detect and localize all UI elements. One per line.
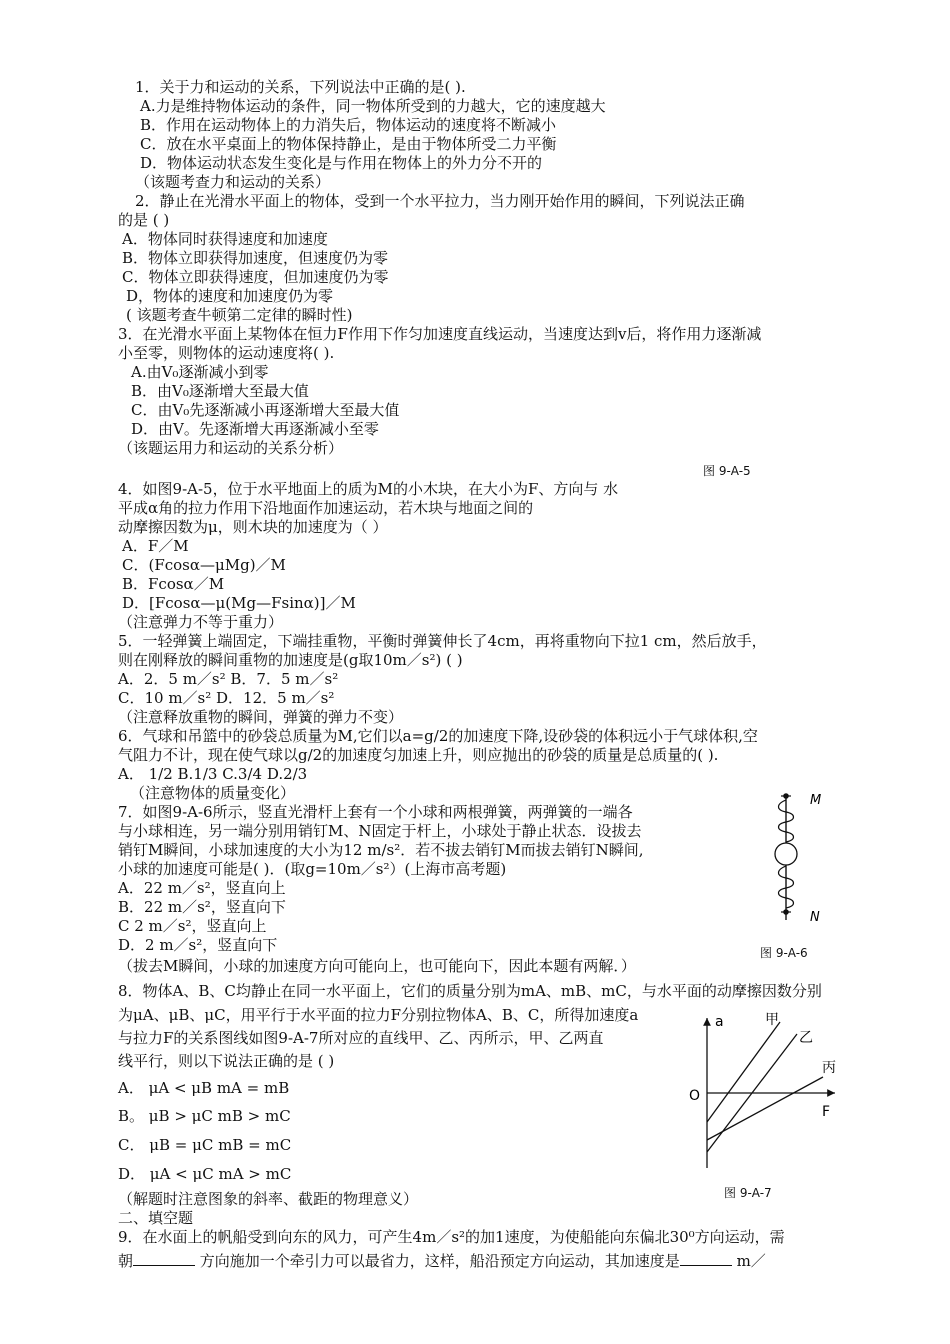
q8-stem-line1: 8．物体A、B、C均静止在同一水平面上，它们的质量分别为mA、mB、mC，与水平面的动摩擦因数分别 (118, 982, 822, 1000)
q7-stem-line1: 7．如图9-A-6所示，竖直光滑杆上套有一个小球和两根弹簧，两弹簧的一端各 (118, 803, 633, 821)
label-f: F (822, 1104, 831, 1120)
label-yi: 乙 (799, 1030, 813, 1046)
q3-stem-line1: 3．在光滑水平面上某物体在恒力F作用下作匀加速度直线运动，当速度达到v后，将作用力逐渐减 (118, 325, 762, 343)
q7-stem-line3: 销钉M瞬间，小球加速度的大小为12 m/s²．若不拔去销钉M而拔去销钉N瞬间, (118, 841, 644, 859)
q4-option-d: D．[Fcosα—μ(Mg—Fsinα)]／M (122, 594, 356, 612)
q6-options: A． 1/2 B.1/3 C.3/4 D.2/3 (118, 765, 308, 783)
q7-option-b: B．22 m／s²，竖直向下 (118, 898, 286, 916)
q9-line2-end: m／ (731, 1252, 766, 1270)
q1-option-c: C．放在水平桌面上的物体保持静止，是由于物体所受二力平衡 (140, 135, 557, 153)
q8-stem-line2: 为μA、μB、μC，用平行于水平面的拉力F分别拉物体A、B、C，所得加速度a (118, 1006, 639, 1024)
q9-blank-acceleration[interactable] (680, 1250, 732, 1266)
q3-option-a: A.由V₀逐渐减小到零 (131, 363, 269, 381)
q3-option-d: D．由V。先逐渐增大再逐渐减小至零 (131, 420, 379, 438)
line-bing (707, 1077, 823, 1140)
ball (775, 843, 797, 865)
q8-stem-line4: 线平行，则以下说法正确的是 ( ) (118, 1052, 335, 1070)
q2-option-d: D，物体的速度和加速度仍为零 (126, 287, 334, 305)
q4-stem-line3: 动摩擦因数为μ，则木块的加速度为（ ） (118, 518, 388, 536)
q6-stem-line2: 气阻力不计，现在使气球以g/2的加速度匀加速上升，则应抛出的砂袋的质量是总质量的( ). (118, 746, 719, 764)
q5-stem-line2: 则在刚释放的瞬间重物的加速度是(g取10m／s²) ( ) (118, 651, 463, 669)
label-a: a (715, 1014, 724, 1030)
q1-option-d: D．物体运动状态发生变化是与作用在物体上的外力分不开的 (140, 154, 543, 172)
q1-stem: 1．关于力和运动的关系，下列说法中正确的是( ). (135, 78, 466, 96)
q2-option-a: A．物体同时获得速度和加速度 (122, 230, 328, 248)
q7-option-c: C 2 m／s²，竖直向上 (118, 917, 267, 935)
section-fill-in-heading: 二、填空题 (118, 1209, 194, 1227)
q6-note: （注意物体的质量变化） (130, 784, 296, 802)
q9-line1: 9．在水面上的帆船受到向东的风力，可产生4m／s²的加1速度，为使船能向东偏北30⁰方向运动，需 (118, 1228, 785, 1246)
figure-9-a-5-caption: 图 9-A-5 (703, 464, 751, 478)
q3-option-b: B．由V₀逐渐增大至最大值 (131, 382, 309, 400)
q8-option-d: D． μA < μC mA > mC (118, 1165, 292, 1183)
q9-line2-start: 朝 (118, 1252, 134, 1270)
q1-option-a: A.力是维持物体运动的条件，同一物体所受到的力越大，它的速度越大 (140, 97, 606, 115)
figure-9-a-7 (685, 1010, 845, 1175)
q5-options-row2: C．10 m／s² D．12．5 m／s² (118, 689, 335, 707)
q4-stem-line2: 平成α角的拉力作用下沿地面作加速运动，若木块与地面之间的 (118, 499, 534, 517)
figure-9-a-6 (768, 790, 838, 930)
q7-option-a: A．22 m／s²，竖直向上 (118, 879, 286, 897)
q4-option-c: C．(Fcosα—μMg)／M (122, 556, 286, 574)
q6-stem-line1: 6．气球和吊篮中的砂袋总质量为M,它们以a=g/2的加速度下降,设砂袋的体积远小于气球体积,空 (118, 727, 758, 745)
label-bing: 丙 (822, 1060, 836, 1076)
label-m: M (810, 793, 822, 808)
q1-option-b: B．作用在运动物体上的力消失后，物体运动的速度将不断减小 (140, 116, 557, 134)
q1-note: （该题考查力和运动的关系） (135, 173, 331, 191)
q4-option-b: B．Fcosα／M (122, 575, 225, 593)
q7-stem-line4: 小球的加速度可能是( )．(取g=10m／s²）(上海市高考题) (118, 860, 507, 878)
q2-note: ( 该题考查牛顿第二定律的瞬时性) (126, 306, 353, 324)
q5-note: （注意释放重物的瞬间，弹簧的弹力不变） (118, 708, 404, 726)
q8-stem-line3: 与拉力F的关系图线如图9-A-7所对应的直线甲、乙、丙所示，甲、乙两直 (118, 1029, 604, 1047)
q3-option-c: C．由V₀先逐渐减小再逐渐增大至最大值 (131, 401, 400, 419)
q8-note: （解题时注意图象的斜率、截距的物理意义） (118, 1190, 419, 1208)
figure-9-a-7-caption: 图 9-A-7 (724, 1186, 772, 1200)
q2-stem-line1: 2．静止在光滑水平面上的物体，受到一个水平拉力，当力刚开始作用的瞬间，下列说法正确 (135, 192, 745, 210)
label-jia: 甲 (765, 1012, 779, 1028)
q7-stem-line2: 与小球相连，另一端分别用销钉M、N固定于杆上，小球处于静止状态．设拔去 (118, 822, 642, 840)
q8-option-a: A． μA < μB mA = mB (118, 1079, 290, 1097)
q4-stem-line1: 4．如图9-A-5，位于水平地面上的质为M的小木块，在大小为F、方向与 水 (118, 480, 619, 498)
label-n: N (810, 910, 820, 925)
q5-stem-line1: 5．一轻弹簧上端固定，下端挂重物，平衡时弹簧伸长了4cm，再将重物向下拉1 cm，然后放手， (118, 632, 767, 650)
q9-line2 (118, 1250, 766, 1271)
q5-options-row1: A．2．5 m／s² B．7．5 m／s² (118, 670, 339, 688)
q4-option-a: A．F／M (122, 537, 189, 555)
q8-option-b: B。 μB > μC mB > mC (118, 1107, 291, 1125)
q2-stem-line2: 的是 ( ) (118, 211, 170, 229)
q3-note: （该题运用力和运动的关系分析） (118, 439, 344, 457)
q2-option-b: B．物体立即获得加速度，但速度仍为零 (122, 249, 389, 267)
figure-9-a-6-caption: 图 9-A-6 (760, 946, 808, 960)
q8-option-c: C． μB = μC mB = mC (118, 1136, 292, 1154)
q3-stem-line2: 小至零，则物体的运动速度将( ). (118, 344, 335, 362)
q9-line2-middle: 方向施加一个牵引力可以最省力，这样，船沿预定方向运动，其加速度是 (195, 1252, 680, 1270)
q7-option-d: D．2 m／s²，竖直向下 (118, 936, 278, 954)
label-o: O (689, 1088, 701, 1104)
q9-blank-direction[interactable] (133, 1250, 195, 1266)
q2-option-c: C．物体立即获得速度，但加速度仍为零 (122, 268, 389, 286)
q7-note: （拔去M瞬间，小球的加速度方向可能向上，也可能向下，因此本题有两解．） (118, 957, 636, 975)
q4-note: （注意弹力不等于重力） (118, 613, 284, 631)
